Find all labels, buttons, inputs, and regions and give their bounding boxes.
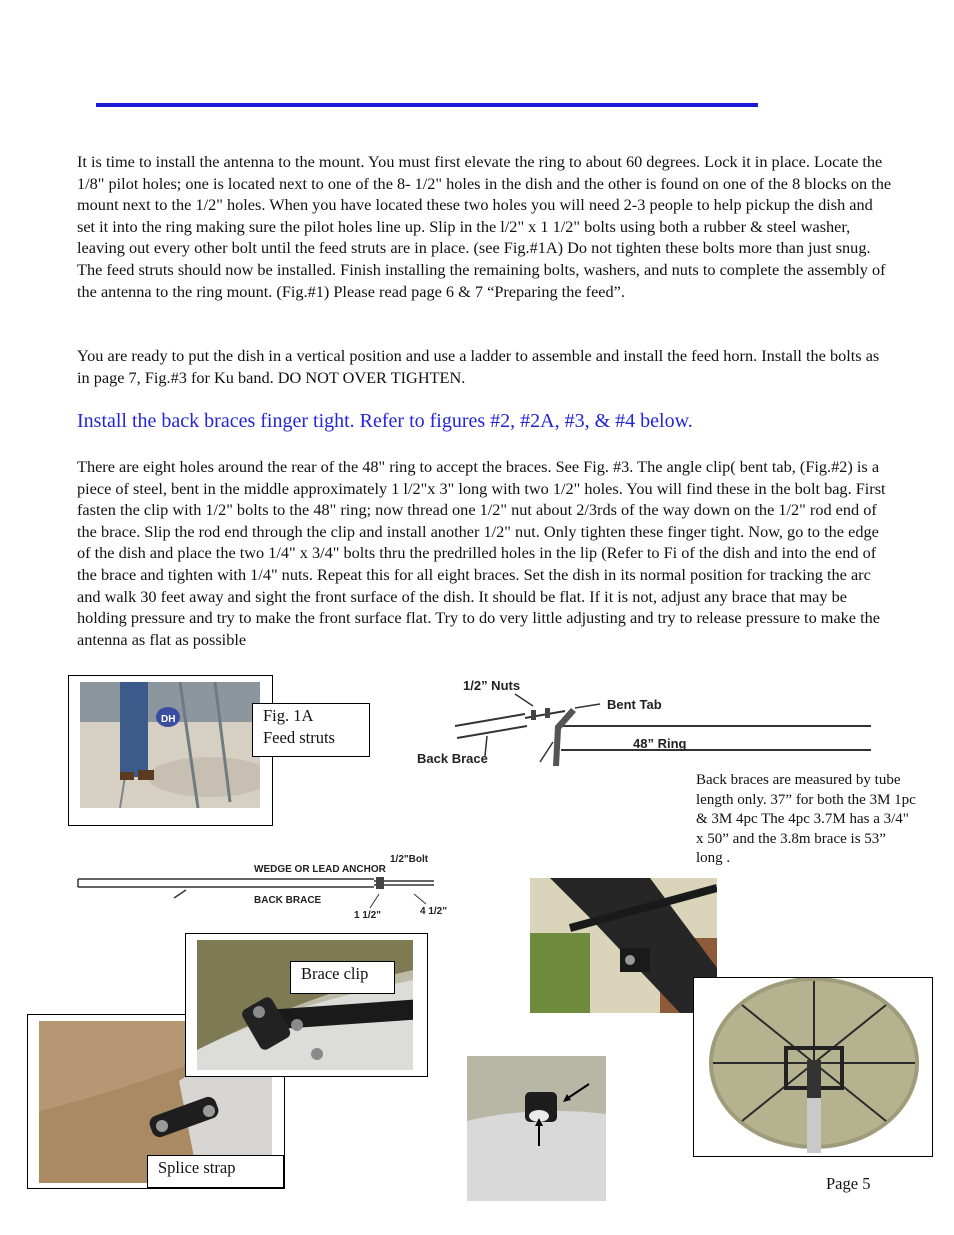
label-ring: 48” Ring xyxy=(633,736,687,751)
label-back-brace-rod: BACK BRACE xyxy=(254,895,322,906)
page-number: Page 5 xyxy=(826,1174,871,1193)
mount-bracket-photo xyxy=(530,878,717,1013)
fig-1a-label xyxy=(252,703,370,757)
brace-clip-label: Brace clip xyxy=(290,961,395,994)
feed-struts-photo xyxy=(80,682,260,808)
back-braces-caption: Back braces are measured by tube length only. 37” for both the 3M 1pc & 3M 4pc The 4pc 3.7M has a 3/4" x 50” and the 3.8m brace is 53” long . xyxy=(696,772,916,867)
label-wedge: WEDGE OR LEAD ANCHOR xyxy=(254,864,386,875)
label-dim-1-5: 1 1/2" xyxy=(354,910,381,920)
dish-rear-photo xyxy=(693,977,933,1157)
bolt-detail-photo xyxy=(467,1056,606,1201)
fig-1a-title: Fig. 1A xyxy=(263,706,314,725)
label-back-brace: Back Brace xyxy=(417,751,488,766)
paragraph-back-braces: There are eight holes around the rear of the 48" ring to accept the braces. See Fig. #3. The angle clip( bent tab, (Fig.#2) is a piece of steel, bent in the middle approximately 1 l/2"x 3" long with two 1/2" holes. You will find these in the bolt bag. First fasten the clip with 1/2" bolts to the 48" ring; now thread one 1/2" nut about 2/3rds of the way down on the 1/2" rod end of the brace. Slip the rod end through the clip and install another 1/2" nut. Only tighten these finger tight. Now, go to the edge of the dish and place the two 1/4" x 3/4" bolts thru the predrilled holes in the lip (Refer to Fi of the dish and into the end of the brace and tighten with 1/4" nuts. Repeat this for all eight braces. Set the dish in its normal position for tracking the arc and walk 30 feet away and sight the front surface of the dish. It should be flat. If it is not, adjust any brace that may be holding pressure and try to make the front surface flat. Try to do very little adjusting and try to release pressure to make the antenna as flat as possible xyxy=(77,457,886,649)
figure-1a xyxy=(68,675,335,826)
label-nuts: 1/2” Nuts xyxy=(463,678,521,693)
paragraph-feed-horn: You are ready to put the dish in a vertical position and use a ladder to assemble and install the feed horn. Install the bolts as in page 7, Fig.#3 for Ku band. DO NOT OVER TIGHTEN. xyxy=(77,346,880,387)
fig-1a-subtitle: Feed struts xyxy=(263,728,335,747)
splice-strap-label: Splice strap xyxy=(147,1155,284,1188)
back-brace-diagram xyxy=(74,848,454,920)
brace-clip-photo xyxy=(197,940,413,1070)
logo-text: DH xyxy=(161,714,176,725)
label-bolt: 1/2"Bolt xyxy=(390,854,429,865)
bent-tab-diagram xyxy=(395,672,875,772)
label-dim-4-5: 4 1/2" xyxy=(420,906,447,917)
label-bent-tab: Bent Tab xyxy=(607,697,662,712)
paragraph-install-antenna: It is time to install the antenna to the mount. You must first elevate the ring to about 60 degrees. Lock it in place. Locate the 1/8" pilot holes; one is located next to one of the 8- 1/2" holes in the dish and the other is found on one of the 8 blocks on the mount next to the 1/2" holes. When you have located these two holes you will need 2-3 people to help pickup the dish and set it into the ring making sure the pilot holes line up. Slip in the l/2" x 1 1/2" bolts using both a rubber & steel washer, leaving out every other bolt until the feed struts are in place. (see Fig.#1A) Do not tighten these bolts more than just snug. The feed struts should now be installed. Finish installing the remaining bolts, washers, and nuts to complete the assembly of the antenna to the ring mount. (Fig.#1) Please read page 6 & 7 “Preparing the feed”. xyxy=(77,152,892,301)
figure-brace-clip xyxy=(185,933,428,1077)
section-heading-back-braces: Install the back braces finger tight. Refer to figures #2, #2A, #3, & #4 below. xyxy=(77,410,693,432)
header-rule xyxy=(96,103,758,107)
